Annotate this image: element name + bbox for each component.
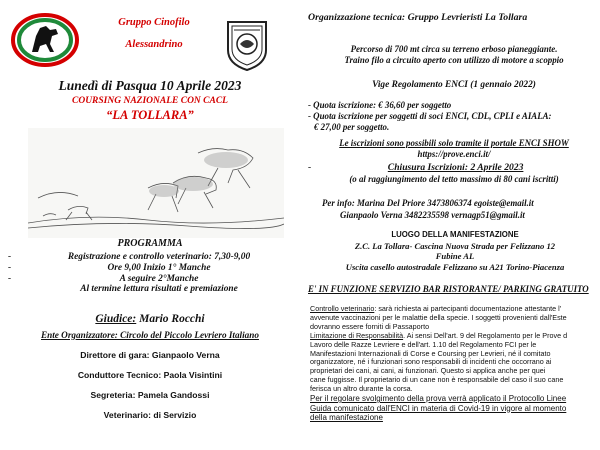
- rules-notes: [310, 305, 600, 423]
- org-name-line1: Gruppo Cinofilo: [118, 17, 190, 28]
- org-name-line2: Alessandrino: [125, 39, 183, 50]
- services-notice: E' IN FUNZIONE SERVIZIO BAR RISTORANTE/ PARKING GRATUITO: [308, 284, 589, 294]
- event-type: COURSING NAZIONALE CON CACL: [72, 96, 228, 106]
- judge-label: Giudice:: [95, 313, 137, 325]
- coursing-dogs-illustration: [28, 128, 284, 238]
- gruppo-cinofilo-logo: [10, 12, 80, 68]
- location-title: LUOGO DELLA MANIFESTAZIONE: [391, 230, 519, 239]
- judge-line: [0, 313, 300, 325]
- deadline-dash: -: [308, 162, 312, 173]
- deadline-note: (o al raggiungimento del tetto massimo di 80 cani iscritti): [349, 173, 559, 184]
- note-line: proprietari dei cani, ai cani, ai funzionari. Questo si applica anche per quei: [310, 366, 546, 376]
- organizer-name: [95, 12, 213, 56]
- contact-line: Gianpaolo Verna 3482235598 vernagp51@gmail.it: [340, 209, 525, 220]
- note-line: Lavoro delle Razze Levriere e dell'art. 1.10 del Regolamento FCI per le: [310, 339, 537, 349]
- program-list: [8, 252, 298, 295]
- info-contacts: [308, 198, 600, 221]
- location-line: Uscita casello autostradale Felizzano su A21 Torino-Piacenza: [345, 261, 565, 272]
- program-item: Al termine lettura risultati e premiazione: [80, 284, 238, 295]
- fee-item: - Quota iscrizione: € 36,60 per soggetto: [308, 100, 452, 110]
- course-line: Traino filo a circuito aperto con utilizzo di motore a scoppio: [344, 55, 564, 65]
- program-title: PROGRAMMA: [117, 238, 183, 249]
- regulation-line: Vige Regolamento ENCI (1 gennaio 2022): [372, 80, 536, 90]
- deadline-label: Chiusura Iscrizioni: 2 Aprile 2023: [387, 162, 524, 173]
- fee-item: - Quota iscrizione per soggetti di soci ENCI, CDL, CPLI e AIALA:: [308, 111, 552, 122]
- note-line: organizzatore, né i funzionari sono responsabili di incidenti che occorrano ai: [310, 357, 552, 367]
- covid-protocol-line: Per il regolare svolgimento della prova verrà applicato il Protocollo Linee: [310, 394, 567, 404]
- program-item: - Ore 9,00 Inizio 1° Manche: [8, 262, 211, 273]
- staff-secretary: Segreteria: Pamela Gandossi: [90, 390, 210, 400]
- online-registration-note: Le iscrizioni sono possibili solo tramite il portale ENCI SHOW: [339, 138, 569, 148]
- covid-protocol-line: Guida comunicato dall'ENCI in materia di Covid-19 in vigore al momento: [310, 403, 567, 413]
- covid-protocol-line: della manifestazione: [310, 413, 383, 423]
- enci-show-link[interactable]: https://prove.enci.it/: [417, 149, 491, 160]
- enci-badge-logo: [220, 14, 274, 72]
- program-item: - A seguire 2°Manche: [8, 273, 199, 284]
- course-line: Percorso di 700 mt circa su terreno erboso pianeggiante.: [350, 44, 558, 54]
- program-item: - Registrazione e controllo veterinario: 7,30-9,00: [8, 252, 251, 262]
- online-registration: [308, 138, 600, 160]
- right-column: [302, 0, 600, 450]
- fee-item: € 27,00 per soggetto.: [314, 122, 390, 133]
- staff-veterinarian: Veterinario: di Servizio: [103, 410, 197, 420]
- technical-organization: Organizzazione tecnica: Gruppo Levrieristi La Tollara: [308, 12, 528, 23]
- location-line: Z.C. La Tollara- Cascina Nuova Strada per Felizzano 12: [354, 240, 556, 251]
- note-line: avvenute vaccinazioni per le malattie della specie. I soggetti provenienti dall'Este: [310, 312, 567, 322]
- liability-label: Limitazione di Responsabilità: [310, 330, 404, 340]
- note-line: ferisca un altro durante la corsa.: [310, 384, 413, 394]
- registration-deadline: [308, 162, 600, 185]
- judge-name: Mario Rocchi: [139, 313, 205, 325]
- liability-line: Limitazione di Responsabilità. Ai sensi Dell'art. 9 del Regolamento per le Prove d: [310, 330, 568, 340]
- course-description: [308, 44, 600, 66]
- event-name: “LA TOLLARA”: [106, 108, 194, 122]
- vet-check-label: Controllo veterinario: [310, 304, 375, 313]
- note-line: cane fuggisse. Il proprietario di un cane non è responsabile del caso il suo cane: [310, 375, 564, 385]
- note-line: Manifestazioni Internazionali di Corse e Coursing per Levrieri, né il comitato: [310, 348, 551, 358]
- staff-director: Direttore di gara: Gianpaolo Verna: [80, 350, 220, 360]
- event-location: [310, 230, 600, 272]
- event-date: Lunedì di Pasqua 10 Aprile 2023: [58, 78, 242, 93]
- note-line: dovranno essere forniti di Passaporto: [310, 321, 430, 331]
- vet-check-line: Controllo veterinario: sarà richiesta ai partecipanti documentazione attestante l': [310, 304, 562, 313]
- contact-line: Per info: Marina Del Priore 3473806374 egoiste@email.it: [322, 198, 534, 208]
- organizer-entity: Ente Organizzatore: Circolo del Piccolo Levriero Italiano: [41, 330, 259, 340]
- fees-list: [308, 100, 600, 134]
- staff-technical-conductor: Conduttore Tecnico: Paola Visintini: [77, 370, 223, 380]
- location-line: Fubine AL: [435, 251, 475, 261]
